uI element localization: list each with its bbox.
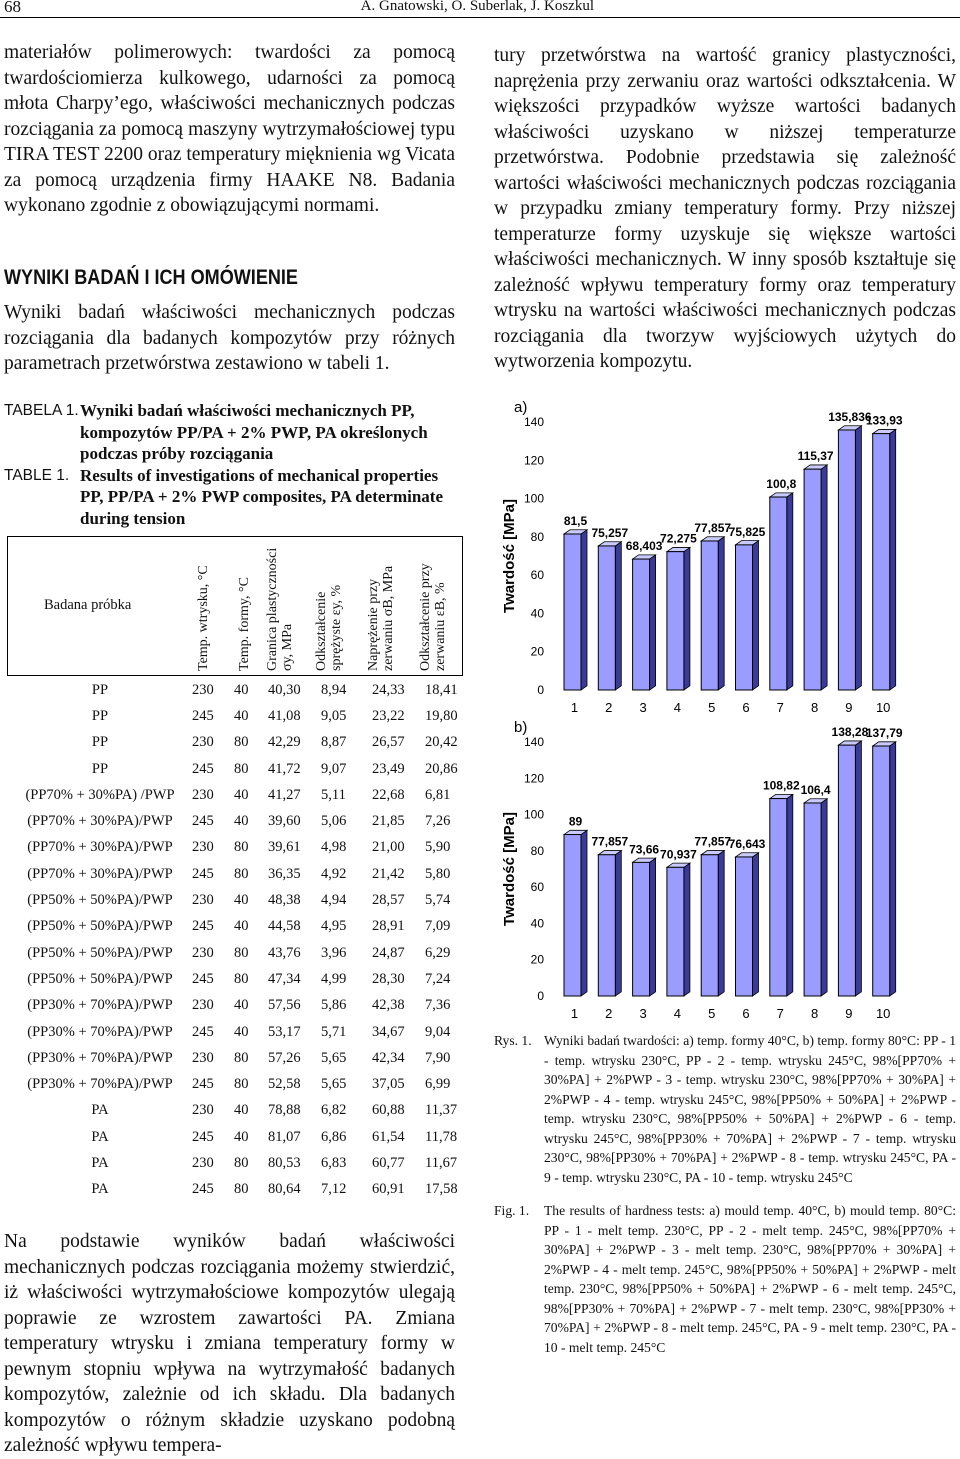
bar-side xyxy=(718,537,724,690)
cell-granica: 57,56 xyxy=(268,997,301,1014)
bar xyxy=(770,497,787,690)
cell-naprezenie: 24,87 xyxy=(372,944,405,961)
bar-side xyxy=(821,465,827,690)
bar xyxy=(598,855,615,996)
y-tick-label: 60 xyxy=(530,568,544,583)
cell-temp-formy: 40 xyxy=(234,1023,249,1040)
cell-sample: PA xyxy=(91,1102,109,1119)
cell-naprezenie: 26,57 xyxy=(372,734,405,751)
cell-odksz-sprez: 5,11 xyxy=(321,786,346,803)
data-label: 89 xyxy=(568,814,583,829)
cell-sample: (PP70% + 30%PA)/PWP xyxy=(27,839,173,856)
cell-odksz-sprez: 4,95 xyxy=(321,918,347,935)
cell-odksz-zerw: 5,74 xyxy=(425,892,451,909)
cell-sample: (PP50% + 50%PA)/PWP xyxy=(27,892,173,909)
cell-sample: (PP70% + 30%PA) /PWP xyxy=(25,786,175,803)
y-tick-label: 20 xyxy=(530,952,544,967)
cell-odksz-zerw: 11,78 xyxy=(425,1128,458,1145)
bar xyxy=(873,434,890,690)
cell-granica: 78,88 xyxy=(268,1102,301,1119)
table-row xyxy=(8,966,461,992)
cell-odksz-sprez: 5,06 xyxy=(321,813,347,830)
table-row xyxy=(8,1124,461,1150)
cell-temp-wtrysku: 245 xyxy=(192,1076,214,1093)
cell-naprezenie: 21,42 xyxy=(372,865,405,882)
cell-sample: PP xyxy=(91,707,109,724)
bar xyxy=(564,835,581,996)
table-row xyxy=(8,887,461,913)
x-tick-label: 1 xyxy=(570,700,579,715)
cell-odksz-zerw: 17,58 xyxy=(425,1181,458,1198)
x-tick-label: 2 xyxy=(605,700,613,715)
bar xyxy=(667,867,684,996)
cell-temp-formy: 40 xyxy=(234,707,249,724)
data-label: 75,257 xyxy=(591,525,629,540)
table-row xyxy=(8,940,461,966)
cell-naprezenie: 28,91 xyxy=(372,918,405,935)
bar xyxy=(736,857,753,996)
data-label: 75,825 xyxy=(728,524,766,539)
panel-label: b) xyxy=(514,719,528,736)
x-tick-label: 3 xyxy=(639,700,647,715)
cell-temp-formy: 80 xyxy=(234,1154,249,1171)
table-row xyxy=(8,1071,461,1097)
chart-a xyxy=(494,392,956,722)
cell-granica: 43,76 xyxy=(268,944,301,961)
cell-temp-formy: 40 xyxy=(234,918,249,935)
x-tick-label: 6 xyxy=(742,700,750,715)
x-tick-label: 5 xyxy=(708,700,716,715)
header-temp-wtrysku: Temp. wtrysku, °C xyxy=(196,565,211,671)
cell-naprezenie: 60,88 xyxy=(372,1102,405,1119)
cell-odksz-sprez: 4,92 xyxy=(321,865,347,882)
table-row xyxy=(8,1150,461,1176)
cell-temp-formy: 80 xyxy=(234,760,249,777)
y-tick-label: 40 xyxy=(530,606,544,621)
bar xyxy=(667,552,684,690)
cell-temp-formy: 40 xyxy=(234,681,249,698)
bar xyxy=(701,855,718,996)
section-heading: WYNIKI BADAŃ I ICH OMÓWIENIE xyxy=(4,266,298,289)
table-row xyxy=(8,677,461,703)
cell-naprezenie: 34,67 xyxy=(372,1023,405,1040)
cell-odksz-sprez: 5,65 xyxy=(321,1049,347,1066)
cell-sample: (PP30% + 70%PA)/PWP xyxy=(27,1049,173,1066)
y-tick-label: 0 xyxy=(537,683,544,697)
cell-odksz-sprez: 8,87 xyxy=(321,734,347,751)
table-caption-pl-label: TABELA 1. xyxy=(4,402,79,419)
cell-sample: (PP30% + 70%PA)/PWP xyxy=(27,997,173,1014)
y-tick-label: 40 xyxy=(530,916,544,931)
figure-caption xyxy=(494,1031,956,1357)
header-granica: Granica plastyczności σy, MPa xyxy=(265,547,295,671)
cell-temp-formy: 40 xyxy=(234,892,249,909)
data-label: 68,403 xyxy=(625,539,663,554)
cell-naprezenie: 37,05 xyxy=(372,1076,405,1093)
cell-temp-wtrysku: 230 xyxy=(192,944,214,961)
cell-temp-formy: 80 xyxy=(234,839,249,856)
figure-caption-pl-text: Wyniki badań twardości: a) temp. formy 40°C, b) temp. formy 80°C: PP - 1 - temp. wtrysku 230°C, PP - 2 - temp. wtrysku 245°C, 98%[PP70% + 30%PA] + 2%PWP - 3 - temp. wtrysku 230°C, 98%[PP70% + 30%PA] + 2%PWP - 4 - temp. wtrysku 245°C, 98%[PP50% + 50%PA] + 2%PWP - temp. wtrysku 230°C, 98%[PP50% + 50%PA] + 2%PWP - 6 - temp. wtrysku 245°C, 98%[PP30% + 70%PA] + 2%PWP - 7 - temp. wtrysku 230°C, 98%[PP30% + 70%PA] + 2%PWP - 8 - temp. wtrysku 245°C, PA - 9 - temp. wtrysku 230°C, PA - 10 - temp. wtrysku 245°C xyxy=(544,1033,957,1185)
cell-granica: 39,60 xyxy=(268,813,301,830)
table-row xyxy=(8,861,461,887)
cell-odksz-sprez: 4,99 xyxy=(321,970,347,987)
cell-granica: 47,34 xyxy=(268,970,301,987)
bar-side xyxy=(650,858,656,996)
header-odksz-sprez: Odkształcenie sprężyste εy, % xyxy=(314,584,344,671)
data-label: 133,93 xyxy=(865,413,903,428)
cell-sample: (PP50% + 50%PA)/PWP xyxy=(27,970,173,987)
table-row xyxy=(8,1019,461,1045)
table-row xyxy=(8,993,461,1019)
cell-sample: PA xyxy=(91,1128,109,1145)
cell-granica: 40,30 xyxy=(268,681,301,698)
cell-odksz-sprez: 7,12 xyxy=(321,1181,347,1198)
header-sample: Badana próbka xyxy=(44,597,132,613)
figure-caption-en-text: The results of hardness tests: a) mould temp. 40°C, b) mould temp. 80°C: PP - 1 - melt temp. 230°C, PP - 2 - melt temp. 245°C, 98%[PP70% + 30%PA] + 2%PWP - 3 - melt temp. 230°C, 98%[PP70% + 30%PA] + 2%PWP - 4 - melt temp. 245°C, 98%[PP50% + 50%PA] + 2%PWP - melt temp. 230°C, 98%[PP50% + 50%PA] + 2%PWP - 6 - melt temp. 245°C, 98%[PP30% + 70%PA] + 2%PWP - 7 - melt temp. 230°C, 98%[PP30% + 70%PA] + 2%PWP - 8 - melt temp. 245°C, PA - 9 - melt temp. 230°C, PA - 10 - melt temp. 245°C xyxy=(544,1203,956,1355)
y-tick-label: 80 xyxy=(530,529,544,544)
data-label: 138,28 xyxy=(831,725,869,740)
x-tick-label: 8 xyxy=(810,700,819,715)
left-paragraph-1: materiałów polimerowych: twardości za pomocą twardościomierza kulkowego, udarności za pomocą młota Charpy’ego, właściwości mechanicznych podczas rozciągania za pomocą maszyny wytrzymałościowej typu TIRA TEST 2200 oraz temperatury mięknienia wg Vicata za pomocą urządzenia firmy HAAKE N8. Badania wykonano zgodnie z obowiązującymi normami. xyxy=(4,42,456,216)
cell-naprezenie: 21,00 xyxy=(372,839,405,856)
cell-granica: 80,53 xyxy=(268,1154,301,1171)
table-caption-en-text: Results of investigations of mechanical properties PP, PP/PA + 2% PWP composites, PA determinate during tension xyxy=(80,465,444,528)
table-row xyxy=(8,756,461,782)
cell-granica: 41,27 xyxy=(268,786,301,803)
bar-side xyxy=(684,863,690,996)
bar xyxy=(770,799,787,996)
page-number: 68 xyxy=(4,0,21,16)
bar xyxy=(804,803,821,996)
data-label: 100,8 xyxy=(766,477,797,492)
cell-naprezenie: 42,38 xyxy=(372,997,405,1014)
data-label: 77,857 xyxy=(694,834,732,849)
cell-naprezenie: 23,49 xyxy=(372,760,405,777)
cell-sample: PP xyxy=(91,734,109,751)
chart-b xyxy=(494,712,956,1028)
cell-odksz-zerw: 6,99 xyxy=(425,1076,451,1093)
data-label: 70,937 xyxy=(660,847,697,862)
x-tick-label: 7 xyxy=(776,1006,784,1021)
cell-sample: PP xyxy=(91,681,109,698)
cell-temp-formy: 80 xyxy=(234,970,249,987)
table-header xyxy=(7,536,463,676)
cell-sample: PA xyxy=(91,1181,109,1198)
cell-temp-formy: 40 xyxy=(234,786,249,803)
cell-temp-wtrysku: 245 xyxy=(192,1023,214,1040)
table-row xyxy=(8,808,461,834)
y-tick-label: 120 xyxy=(523,771,544,786)
data-label: 108,82 xyxy=(762,778,800,793)
cell-granica: 57,26 xyxy=(268,1049,301,1066)
cell-temp-formy: 80 xyxy=(234,1049,249,1066)
x-tick-label: 1 xyxy=(570,1006,579,1021)
cell-granica: 41,08 xyxy=(268,707,301,724)
x-tick-label: 9 xyxy=(845,700,853,715)
cell-temp-wtrysku: 245 xyxy=(192,970,214,987)
cell-granica: 48,38 xyxy=(268,892,301,909)
cell-odksz-sprez: 5,86 xyxy=(321,997,347,1014)
header-temp-formy: Temp. formy, °C xyxy=(237,577,252,671)
y-tick-label: 140 xyxy=(523,735,544,749)
cell-odksz-zerw: 9,04 xyxy=(425,1023,451,1040)
results-table-body xyxy=(8,677,461,1203)
x-tick-label: 10 xyxy=(875,1006,891,1021)
cell-sample: (PP50% + 50%PA)/PWP xyxy=(27,944,173,961)
table-row xyxy=(8,1177,461,1203)
figure-caption-pl-label: Rys. 1. xyxy=(494,1033,532,1048)
cell-granica: 42,29 xyxy=(268,734,301,751)
data-label: 76,643 xyxy=(728,836,766,851)
y-tick-label: 100 xyxy=(523,491,544,506)
bar-side xyxy=(684,547,690,690)
cell-odksz-zerw: 7,26 xyxy=(425,813,451,830)
cell-odksz-zerw: 11,37 xyxy=(425,1102,458,1119)
x-tick-label: 2 xyxy=(605,1006,613,1021)
cell-temp-wtrysku: 245 xyxy=(192,813,214,830)
y-tick-label: 120 xyxy=(523,453,544,468)
cell-odksz-zerw: 7,36 xyxy=(425,997,451,1014)
cell-temp-formy: 40 xyxy=(234,1102,249,1119)
cell-naprezenie: 60,77 xyxy=(372,1154,405,1171)
cell-naprezenie: 28,57 xyxy=(372,892,405,909)
data-label: 81,5 xyxy=(563,513,588,528)
y-tick-label: 60 xyxy=(530,880,544,895)
y-axis-label: Twardość [MPa] xyxy=(501,812,518,926)
bar-side xyxy=(821,799,827,996)
bar-side xyxy=(718,851,724,996)
bar-side xyxy=(787,794,793,996)
figure-caption-en xyxy=(494,1201,956,1357)
cell-temp-formy: 40 xyxy=(234,1128,249,1145)
bar xyxy=(633,559,650,690)
cell-naprezenie: 24,33 xyxy=(372,681,405,698)
bar xyxy=(838,430,855,690)
cell-odksz-zerw: 5,90 xyxy=(425,839,451,856)
bar xyxy=(804,469,821,690)
results-table xyxy=(8,677,461,1203)
cell-odksz-sprez: 6,86 xyxy=(321,1128,347,1145)
cell-naprezenie: 22,68 xyxy=(372,786,405,803)
bar-side xyxy=(753,853,759,996)
y-tick-label: 80 xyxy=(530,843,544,858)
cell-temp-formy: 80 xyxy=(234,1181,249,1198)
cell-sample: (PP30% + 70%PA)/PWP xyxy=(27,1076,173,1093)
cell-odksz-zerw: 7,24 xyxy=(425,970,451,987)
cell-odksz-zerw: 11,67 xyxy=(425,1154,458,1171)
cell-temp-wtrysku: 230 xyxy=(192,839,214,856)
data-label: 115,37 xyxy=(797,449,834,464)
left-paragraph-2: Wyniki badań właściwości mechanicznych podczas rozciągania dla badanych kompozytów przy różnych parametrach przetwórstwa zestawiono w tabeli 1. xyxy=(4,302,455,374)
table-caption xyxy=(4,400,459,529)
cell-temp-wtrysku: 230 xyxy=(192,681,214,698)
y-tick-label: 20 xyxy=(530,644,544,659)
bar xyxy=(564,534,581,690)
bar-side xyxy=(650,555,656,690)
bar-side xyxy=(855,741,861,996)
cell-sample: (PP70% + 30%PA)/PWP xyxy=(27,813,173,830)
bar-side xyxy=(753,541,759,690)
data-label: 106,4 xyxy=(800,782,831,797)
cell-odksz-sprez: 5,71 xyxy=(321,1023,347,1040)
bar-side xyxy=(855,426,861,690)
right-paragraph-1: tury przetwórstwa na wartość granicy plastyczności, naprężenia przy zerwaniu oraz wartości odkształcenia. W większości przypadków wyższe wartości badanych właściwości uzyskano w niższej temperaturze przetwórstwa. Podobnie przedstawia się zależność wartości właściwości mechanicznych podczas rozciągania w przypadku zmiany temperatury formy. Przy niższej temperaturze formy uzyskuje się większe wartości właściwości mechanicznych. W inny sposób kształtuje się zależność wpływu temperatury formy oraz temperatury wtrysku na wartości właściwości mechanicznych podczas rozciągania dla tworzyw wyjściowych użytych do wytworzenia kompozytu. xyxy=(494,45,956,372)
bar xyxy=(873,746,890,996)
cell-naprezenie: 42,34 xyxy=(372,1049,405,1066)
cell-odksz-zerw: 20,42 xyxy=(425,734,458,751)
cell-temp-wtrysku: 245 xyxy=(192,707,214,724)
table-row xyxy=(8,703,461,729)
cell-temp-wtrysku: 230 xyxy=(192,734,214,751)
cell-odksz-zerw: 7,90 xyxy=(425,1049,451,1066)
cell-temp-wtrysku: 245 xyxy=(192,1128,214,1145)
bar-side xyxy=(890,742,896,996)
table-row xyxy=(8,1045,461,1071)
cell-temp-formy: 40 xyxy=(234,997,249,1014)
cell-temp-wtrysku: 230 xyxy=(192,892,214,909)
cell-odksz-zerw: 18,41 xyxy=(425,681,458,698)
cell-granica: 80,64 xyxy=(268,1181,301,1198)
table-row xyxy=(8,782,461,808)
cell-naprezenie: 60,91 xyxy=(372,1181,405,1198)
cell-odksz-sprez: 9,05 xyxy=(321,707,347,724)
cell-odksz-zerw: 5,80 xyxy=(425,865,451,882)
table-caption-pl xyxy=(4,400,459,465)
bar xyxy=(736,545,753,690)
cell-sample: (PP50% + 50%PA)/PWP xyxy=(27,918,173,935)
x-tick-label: 8 xyxy=(810,1006,819,1021)
table-caption-en-label: TABLE 1. xyxy=(4,466,70,484)
figure-caption-en-label: Fig. 1. xyxy=(494,1203,530,1218)
cell-naprezenie: 23,22 xyxy=(372,707,405,724)
data-label: 137,79 xyxy=(865,726,903,741)
x-tick-label: 6 xyxy=(742,1006,750,1021)
x-tick-label: 10 xyxy=(875,700,891,715)
cell-temp-formy: 40 xyxy=(234,813,249,830)
cell-temp-formy: 80 xyxy=(234,734,249,751)
cell-granica: 39,61 xyxy=(268,839,301,856)
cell-temp-formy: 80 xyxy=(234,944,249,961)
cell-naprezenie: 28,30 xyxy=(372,970,405,987)
y-tick-label: 140 xyxy=(523,415,544,429)
cell-naprezenie: 21,85 xyxy=(372,813,405,830)
cell-temp-wtrysku: 245 xyxy=(192,760,214,777)
bar xyxy=(633,862,650,996)
cell-temp-wtrysku: 230 xyxy=(192,1049,214,1066)
cell-temp-wtrysku: 230 xyxy=(192,786,214,803)
x-tick-label: 3 xyxy=(639,1006,647,1021)
cell-temp-wtrysku: 230 xyxy=(192,997,214,1014)
bar xyxy=(838,745,855,996)
left-paragraph-3: Na podstawie wyników badań właściwości mechanicznych podczas rozciągania możemy stwierdzić, iż właściwości wytrzymałościowe kompozytów ulegają poprawie ze wzrostem zawartości PA. Zmiana temperatury wtrysku i zmiana temperatury formy w pewnym stopniu wpływa na wytrzymałość badanych kompozytów, zależnie od ich składu. Dla badanych kompozytów o różnym składzie uzyskano podobną zależność wpływu tempera- xyxy=(4,1231,455,1456)
cell-odksz-sprez: 6,82 xyxy=(321,1102,347,1119)
cell-granica: 41,72 xyxy=(268,760,301,777)
cell-granica: 52,58 xyxy=(268,1076,301,1093)
header-naprezenie: Naprężenie przy zerwaniu σB, MPa xyxy=(366,565,396,671)
cell-temp-formy: 80 xyxy=(234,1076,249,1093)
cell-naprezenie: 61,54 xyxy=(372,1128,405,1145)
bar-side xyxy=(581,530,587,690)
cell-granica: 44,58 xyxy=(268,918,301,935)
bar-side xyxy=(890,429,896,690)
cell-sample: (PP30% + 70%PA)/PWP xyxy=(27,1023,173,1040)
bar-side xyxy=(787,493,793,690)
x-tick-label: 9 xyxy=(845,1006,853,1021)
cell-odksz-zerw: 19,80 xyxy=(425,707,458,724)
cell-odksz-sprez: 4,98 xyxy=(321,839,347,856)
bar-side xyxy=(581,830,587,996)
cell-odksz-sprez: 5,65 xyxy=(321,1076,347,1093)
table-row xyxy=(8,914,461,940)
header-odksz-zerw: Odkształcenie przy zerwaniu εB, % xyxy=(418,563,448,671)
cell-granica: 36,35 xyxy=(268,865,301,882)
cell-temp-wtrysku: 230 xyxy=(192,1154,214,1171)
x-tick-label: 4 xyxy=(673,700,682,715)
panel-label: a) xyxy=(514,399,528,416)
bar-side xyxy=(615,542,621,690)
cell-odksz-sprez: 8,94 xyxy=(321,681,347,698)
y-tick-label: 100 xyxy=(523,807,544,822)
cell-odksz-sprez: 9,07 xyxy=(321,760,347,777)
running-header xyxy=(0,0,960,18)
cell-odksz-sprez: 4,94 xyxy=(321,892,347,909)
data-label: 77,857 xyxy=(694,520,732,535)
y-tick-label: 0 xyxy=(537,989,544,1003)
cell-temp-wtrysku: 245 xyxy=(192,1181,214,1198)
cell-odksz-sprez: 3,96 xyxy=(321,944,347,961)
table-caption-pl-text: Wyniki badań właściwości mechanicznych PP, kompozytów PP/PA + 2% PWP, PA określonych podczas próby rozciągania xyxy=(80,401,428,463)
y-axis-label: Twardość [MPa] xyxy=(501,499,518,613)
data-label: 135,836 xyxy=(828,409,872,424)
x-tick-label: 7 xyxy=(776,700,784,715)
cell-odksz-zerw: 7,09 xyxy=(425,918,451,935)
data-label: 73,66 xyxy=(629,842,660,857)
cell-temp-wtrysku: 245 xyxy=(192,865,214,882)
bar xyxy=(598,546,615,690)
running-authors: A. Gnatowski, O. Suberlak, J. Koszkul xyxy=(360,0,594,14)
bar xyxy=(701,541,718,690)
data-label: 77,857 xyxy=(591,834,629,849)
table-caption-en xyxy=(4,465,459,530)
figure-caption-pl xyxy=(494,1031,956,1187)
x-tick-label: 4 xyxy=(673,1006,682,1021)
bar-side xyxy=(615,851,621,996)
cell-sample: (PP70% + 30%PA)/PWP xyxy=(27,865,173,882)
table-row xyxy=(8,1098,461,1124)
data-label: 72,275 xyxy=(660,531,697,546)
cell-temp-wtrysku: 245 xyxy=(192,918,214,935)
cell-odksz-zerw: 6,81 xyxy=(425,786,451,803)
cell-sample: PA xyxy=(91,1154,109,1171)
cell-temp-wtrysku: 230 xyxy=(192,1102,214,1119)
cell-granica: 81,07 xyxy=(268,1128,301,1145)
cell-odksz-zerw: 20,86 xyxy=(425,760,458,777)
cell-granica: 53,17 xyxy=(268,1023,301,1040)
table-row xyxy=(8,835,461,861)
x-tick-label: 5 xyxy=(708,1006,716,1021)
cell-temp-formy: 80 xyxy=(234,865,249,882)
cell-sample: PP xyxy=(91,760,109,777)
cell-odksz-sprez: 6,83 xyxy=(321,1154,347,1171)
table-row xyxy=(8,730,461,756)
cell-odksz-zerw: 6,29 xyxy=(425,944,451,961)
